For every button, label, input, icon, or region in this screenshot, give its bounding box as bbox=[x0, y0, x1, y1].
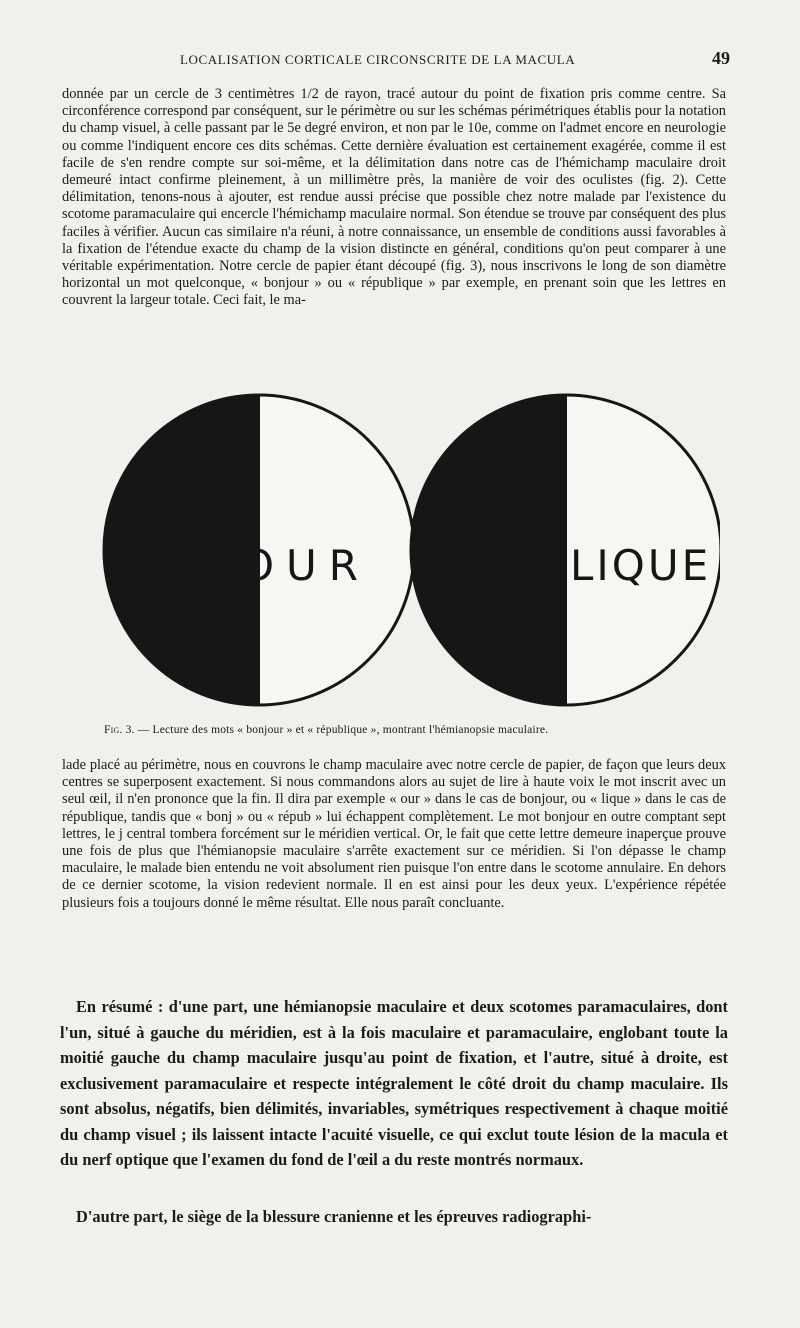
circle-left-word: OUR bbox=[241, 541, 370, 590]
paragraph-continuation: D'autre part, le siège de la blessure cranienne et les épreuves radiographi- bbox=[76, 1207, 592, 1226]
paragraph-summary: En résumé : d'une part, une hémianopsie maculaire et deux scotomes paramaculaires, dont l'un, situé à gauche du méridien, est à la fois maculaire et paramaculaire, englobant toute la moitié gauche du champ maculaire jusqu'au point de fixation, et l'autre, situé à droite, est exclusivement paramaculaire et respecte intégralement le côté droit du champ maculaire. Ils sont absolus, négatifs, bien délimités, invariables, symétriques respectivement à chaque moitié du champ visuel ; ils laissent intacte l'acuité visuelle, ce qui exclut toute lésion de la macula et du nerf optique que l'examen du fond de l'œil a du reste montrés normaux. bbox=[60, 997, 728, 1169]
figure-3-illustration bbox=[100, 392, 720, 710]
circle-left bbox=[104, 395, 414, 705]
paragraph-experiment: lade placé au périmètre, nous en couvrons le champ maculaire avec notre cercle de papier, de façon que leurs deux centres se superposent exactement. Si nous commandons alors au sujet de lire à haute voix le mot inscrit avec un seul œil, il n'en prononce que la fin. Il dira par exemple « our » dans le cas de bonjour, ou « lique » dans le cas de république, tandis que « bonj » ou « répub » lui échappent complètement. Le mot bonjour en outre comptant sept lettres, le j central tombera forcément sur le méridien vertical. Or, le fait que cette lettre demeure inaperçue prouve une fois de plus que l'hémianopsie maculaire s'arrête exactement sur ce méridien. Si l'on dépasse le champ maculaire, le malade bien entendu ne voit absolument rien puisque l'on entre dans le scotome annulaire. En dehors de ce dernier scotome, la vision redevient normale. Il en est ainsi pour les deux yeux. L'expérience répétée plusieurs fois a toujours donné le même résultat. Elle nous paraît concluante. bbox=[62, 757, 726, 911]
circle-left-dark-half bbox=[104, 395, 259, 705]
circle-right bbox=[411, 395, 720, 705]
caption-text: — Lecture des mots « bonjour » et « république », montrant l'hémianopsie maculaire. bbox=[134, 724, 549, 736]
circle-right-word: LIQUE bbox=[570, 541, 712, 590]
figure-3 bbox=[100, 392, 720, 710]
running-title: LOCALISATION CORTICALE CIRCONSCRITE DE LA MACULA bbox=[180, 52, 576, 67]
page-number: 49 bbox=[712, 48, 730, 68]
caption-label: Fig. 3. bbox=[104, 724, 135, 736]
circle-right-dark-half bbox=[411, 395, 566, 705]
page-header bbox=[60, 48, 730, 74]
paragraph-intro: donnée par un cercle de 3 centimètres 1/2 de rayon, tracé autour du point de fixation pris comme centre. Sa circonférence correspond par conséquent, sur le périmètre ou sur les schémas périmétriques établis pour la notation du champ visuel, à celle passant par le 5e degré environ, et non par le 10e, comme on l'admet encore en neurologie ou comme l'indiquent encore ces dits schémas. Cette dernière évaluation est certainement exagérée, comme il est facile de s'en rendre compte sur soi-même, et la délimitation dans notre cas de l'hémichamp maculaire droit demeuré intact confirme pleinement, à un millimètre près, la manière de voir des oculistes (fig. 2). Cette délimitation, tenons-nous à ajouter, est rendue aussi précise que possible chez notre malade par l'existence du scotome paramaculaire qui encercle l'hémichamp maculaire normal. Son étendue se trouve par conséquent des plus faciles à vérifier. Aucun cas similaire n'a réuni, à notre connaissance, un ensemble de conditions aussi favorables à la fixation de l'étendue exacte du champ de la vision distincte en général, conditions qu'on peut comparer à une véritable expérimentation. Notre cercle de papier étant découpé (fig. 3), nous inscrivons le long de son diamètre horizontal un mot quelconque, « bonjour » ou « république » par exemple, en prenant soin que les lettres en couvrent la largeur totale. Ceci fait, le ma- bbox=[62, 86, 726, 309]
figure-caption bbox=[104, 724, 724, 736]
